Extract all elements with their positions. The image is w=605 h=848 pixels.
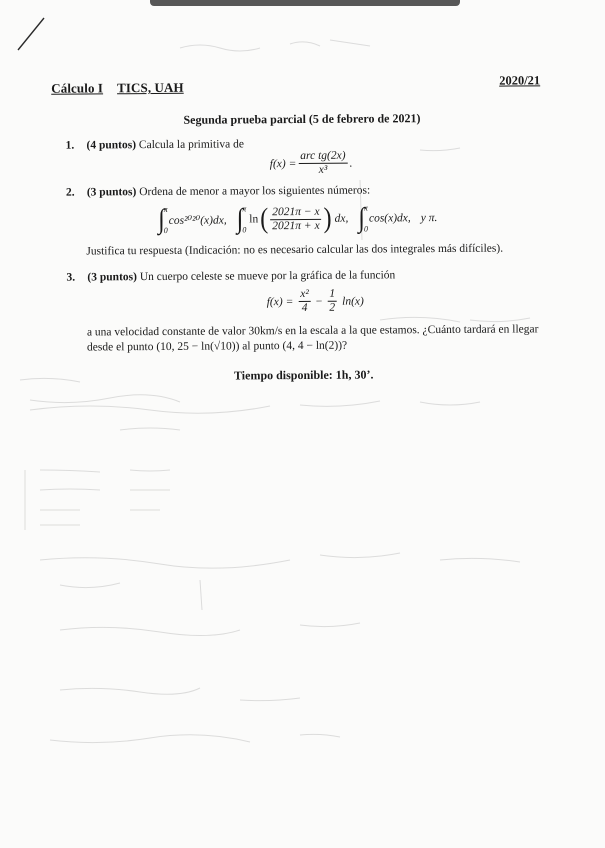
problem-number: 3. xyxy=(66,271,76,284)
formula-end: . xyxy=(349,157,353,170)
right-paren-icon: ) xyxy=(323,203,332,235)
justify-text: Justifica tu respuesta (Indicación: no es necesario calcular las dos integrales más difíciles). xyxy=(86,242,504,258)
problem-points: (4 puntos) xyxy=(86,139,137,152)
lower-limit: 0 xyxy=(242,225,247,235)
ln-fraction xyxy=(270,205,322,232)
formula-1 xyxy=(270,150,353,178)
formula-fraction xyxy=(298,150,347,177)
left-paren-icon: ( xyxy=(260,203,269,235)
formula-fraction-2 xyxy=(327,288,337,315)
degree-name: TICS, UAH xyxy=(116,79,184,96)
integrals-row xyxy=(158,203,437,235)
exam-title: Segunda prueba parcial (5 de febrero de 2021) xyxy=(183,111,421,127)
lower-limit: 0 xyxy=(163,225,168,235)
formula-rest: ln(x) xyxy=(342,295,364,308)
integrals-tail: y π. xyxy=(420,212,438,225)
time-available: Tiempo disponible: 1h, 30’. xyxy=(233,367,374,383)
formula-fraction-1 xyxy=(298,288,311,315)
fraction-numerator: 1 xyxy=(327,288,337,302)
fraction-numerator: x² xyxy=(298,288,311,302)
upper-limit: π xyxy=(363,203,368,213)
integral-1 xyxy=(158,205,168,235)
integral-body: dx, xyxy=(334,212,349,225)
problem-number: 1. xyxy=(65,139,75,152)
lower-limit: 0 xyxy=(363,224,369,234)
problem-2 xyxy=(66,185,370,199)
header-course xyxy=(51,80,198,97)
fraction-denominator: 2021π + x xyxy=(272,219,320,232)
problem-points: (3 puntos) xyxy=(87,271,137,284)
fraction-denominator: 4 xyxy=(301,301,308,314)
upper-limit: π xyxy=(163,204,168,214)
formula-lhs: f(x) = xyxy=(266,295,294,308)
integral-sign-icon: ∫ xyxy=(158,204,165,235)
upper-limit: π xyxy=(242,204,247,214)
integral-2 xyxy=(237,204,247,234)
problem-text: Calcula la primitiva de xyxy=(138,138,244,152)
problem-text: Un cuerpo celeste se mueve por la gráfica de la función xyxy=(139,269,396,284)
integral-ln: ln xyxy=(249,213,259,226)
problem-number: 2. xyxy=(65,186,75,199)
formula-3 xyxy=(267,288,364,316)
integral-3 xyxy=(358,204,368,234)
integral-body: cos²⁰²⁰(x)dx, xyxy=(168,214,227,227)
integral-sign-icon: ∫ xyxy=(236,204,244,235)
problem-points: (3 puntos) xyxy=(86,186,137,199)
course-name: Cálculo I xyxy=(51,80,104,96)
integral-sign-icon: ∫ xyxy=(358,203,366,234)
problem-3-line-2: desde el punto (10, 25 − ln(√10)) al punto (4, 4 − ln(2))? xyxy=(86,339,348,354)
problem-3-line-1: a una velocidad constante de valor 30km/s en la escala a la que estamos. ¿Cuánto tardará en llegar xyxy=(86,323,539,339)
formula-minus: − xyxy=(315,295,323,308)
integral-body: cos(x)dx, xyxy=(368,212,411,225)
problem-text: Ordena de menor a mayor los siguientes números: xyxy=(139,184,371,199)
fraction-denominator: x³ xyxy=(318,163,328,176)
problem-1 xyxy=(66,138,244,151)
fraction-numerator: 2021π − x xyxy=(270,205,321,219)
formula-lhs: f(x) = xyxy=(269,157,297,170)
academic-year: 2020/21 xyxy=(499,73,541,88)
problem-3 xyxy=(66,269,395,283)
fraction-numerator: arc tg(2x) xyxy=(298,150,347,164)
fraction-denominator: 2 xyxy=(329,301,336,314)
